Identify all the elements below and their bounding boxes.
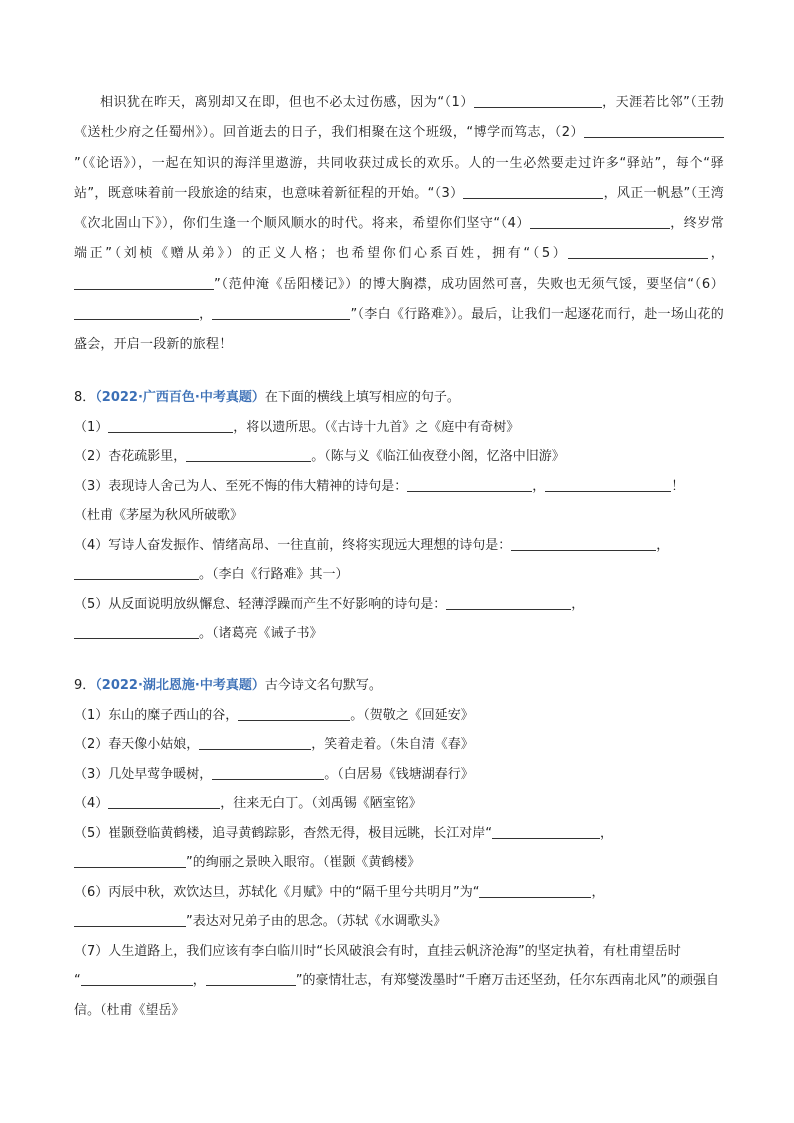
item-text: ，: [591, 884, 605, 900]
question-title: [74, 675, 724, 697]
passage-text: 相识犹在昨天，离别却又在即，但也不必太过伤感，因为“（1）: [100, 95, 474, 110]
answer-blank[interactable]: [446, 595, 571, 610]
question-item: [74, 966, 724, 1025]
question-item: [74, 472, 724, 502]
answer-blank[interactable]: [81, 971, 193, 986]
answer-blank[interactable]: [74, 912, 186, 927]
question-item: [74, 819, 724, 849]
item-text: ，: [571, 596, 585, 612]
passage-paragraph: [74, 88, 724, 361]
question-item: [74, 760, 724, 790]
answer-blank-5b[interactable]: [74, 275, 214, 290]
question-item: [74, 907, 724, 937]
question-source: （2022·湖北恩施·中考真题）: [95, 677, 265, 693]
question-9: [74, 675, 724, 1026]
question-item: [74, 730, 724, 760]
item-text: （7）人生道路上，我们应该有李白临川时“长风破浪会有时，直挂云帆济沧海”的坚定执着，有杜甫望岳时: [74, 943, 681, 959]
answer-blank[interactable]: [238, 706, 350, 721]
question-instruction: 在下面的横线上填写相应的句子。: [264, 389, 460, 405]
item-text: （2）杏花疏影里，: [74, 449, 187, 465]
answer-blank[interactable]: [74, 853, 186, 868]
answer-blank[interactable]: [407, 477, 532, 492]
answer-blank[interactable]: [186, 447, 311, 462]
item-text: （杜甫《茅屋为秋风所破歌》: [74, 508, 244, 524]
question-item: [74, 878, 724, 908]
question-item: [74, 560, 724, 590]
question-number: 8．: [74, 389, 96, 405]
question-8: [74, 387, 724, 649]
item-text: ，将以遗所思。（《古诗十九首》之《庭中有奇树》: [233, 419, 520, 435]
item-text: ，: [192, 973, 206, 989]
answer-blank-1[interactable]: [474, 93, 602, 108]
question-item: [74, 590, 724, 620]
passage-text: ，: [199, 307, 213, 323]
question-item: [74, 937, 724, 967]
passage-text: ，: [708, 246, 724, 262]
item-text: （4）: [74, 796, 109, 812]
answer-blank[interactable]: [492, 824, 600, 839]
question-item: [74, 501, 724, 531]
answer-blank-6b[interactable]: [212, 305, 350, 320]
answer-blank[interactable]: [74, 565, 199, 580]
answer-blank[interactable]: [206, 971, 296, 986]
question-item: [74, 701, 724, 731]
item-text: ，: [532, 478, 546, 494]
answer-blank[interactable]: [511, 536, 656, 551]
answer-blank[interactable]: [212, 765, 324, 780]
item-text: （1）东山的糜子西山的谷，: [74, 707, 239, 723]
item-text: ，: [656, 537, 670, 553]
passage-text: ，天涯若比邻”（王勃《送杜少府之任蜀州》）。回首逝去的日子，我们相聚在这个班级，“博学而笃志，（2）: [74, 95, 724, 141]
item-text: ”的绚丽之景映入眼帘。（崔颢《黄鹤楼》: [186, 855, 421, 871]
item-text: 。（陈与义《临江仙夜登小阁，忆洛中旧游》: [311, 449, 565, 465]
question-item: [74, 789, 724, 819]
answer-blank[interactable]: [74, 624, 199, 639]
passage-text: ，终岁常端正”（刘桢《赠从弟》）的正义人格；也希望你们心系百姓，拥有“（5）: [74, 216, 724, 262]
passage-text: ，风正一帆悬”（王湾《次北固山下》），你们生逢一个顺风顺水的时代。将来，希望你们坚守“（4）: [74, 185, 724, 232]
answer-blank[interactable]: [545, 477, 671, 492]
question-title: [74, 387, 724, 409]
answer-blank-6a[interactable]: [74, 305, 199, 320]
answer-blank-4[interactable]: [530, 214, 670, 229]
answer-blank[interactable]: [108, 794, 220, 809]
item-text: ，: [600, 825, 614, 841]
question-item: [74, 531, 724, 561]
item-text: （4）写诗人奋发振作、情绪高昂、一往直前，终将实现远大理想的诗句是：: [74, 537, 512, 553]
item-text: “: [74, 973, 81, 989]
passage-text: ”（《论语》），一起在知识的海洋里遨游，共同收获过成长的欢乐。人的一生必然要走过许多“驿站”，每个“驿站”，既意味着前一段旅途的结束，也意味着新征程的开始。“（3）: [74, 155, 724, 201]
question-number: 9．: [74, 677, 96, 693]
question-item: [74, 442, 724, 472]
item-text: （6）丙辰中秋，欢饮达旦，苏轼化《月赋》中的“隔千里兮共明月”为“: [74, 884, 480, 900]
item-text: ，往来无白丁。（刘禹锡《陋室铭》: [220, 796, 422, 812]
document-page: [74, 88, 724, 1025]
passage-text: ”（范仲淹《岳阳楼记》）的博大胸襟，成功固然可喜，失败也无须气馁，要坚信“（6）: [214, 276, 724, 292]
answer-blank-3[interactable]: [463, 184, 603, 199]
answer-blank-5a[interactable]: [568, 244, 708, 259]
answer-blank[interactable]: [108, 418, 233, 433]
item-text: ，笑着走着。（朱自清《春》: [311, 737, 474, 753]
question-item: [74, 848, 724, 878]
answer-blank[interactable]: [199, 735, 311, 750]
question-source: （2022·广西百色·中考真题）: [95, 389, 265, 405]
question-item: [74, 413, 724, 443]
item-text: ！: [671, 478, 685, 494]
item-text: 。（白居易《钱塘湖春行》: [324, 766, 474, 782]
item-text: （1）: [74, 419, 109, 435]
item-text: 。（贺敬之《回延安》: [350, 707, 474, 723]
item-text: 。（李白《行路难》其一）: [199, 567, 349, 583]
answer-blank-2[interactable]: [584, 123, 724, 138]
question-item: [74, 619, 724, 649]
item-text: （3）表现诗人舍己为人、至死不悔的伟大精神的诗句是：: [74, 478, 408, 494]
passage-text: ”（李白《行路难》）。最后，让我们一起逐花而行，赴一场山花的盛会，开启一段新的旅程！: [74, 307, 724, 353]
answer-blank[interactable]: [479, 883, 591, 898]
item-text: 。（诸葛亮《诫子书》: [199, 626, 323, 642]
item-text: （2）春天像小姑娘，: [74, 737, 200, 753]
item-text: ”表达对兄弟子由的思念。（苏轼《水调歌头》: [186, 914, 447, 930]
question-instruction: 古今诗文名句默写。: [264, 677, 382, 693]
item-text: （3）几处早莺争暖树，: [74, 766, 213, 782]
item-text: （5）崔颢登临黄鹤楼，追寻黄鹤踪影，杳然无得，极目远眺，长江对岸“: [74, 825, 493, 841]
item-text: （5）从反面说明放纵懈怠、轻薄浮躁而产生不好影响的诗句是：: [74, 596, 447, 612]
item-text: ”的豪情壮志，有郑燮泼墨时“千磨万击还坚劲，任尔东西南北风”的顽强自信。（杜甫《望岳》: [74, 973, 719, 1018]
